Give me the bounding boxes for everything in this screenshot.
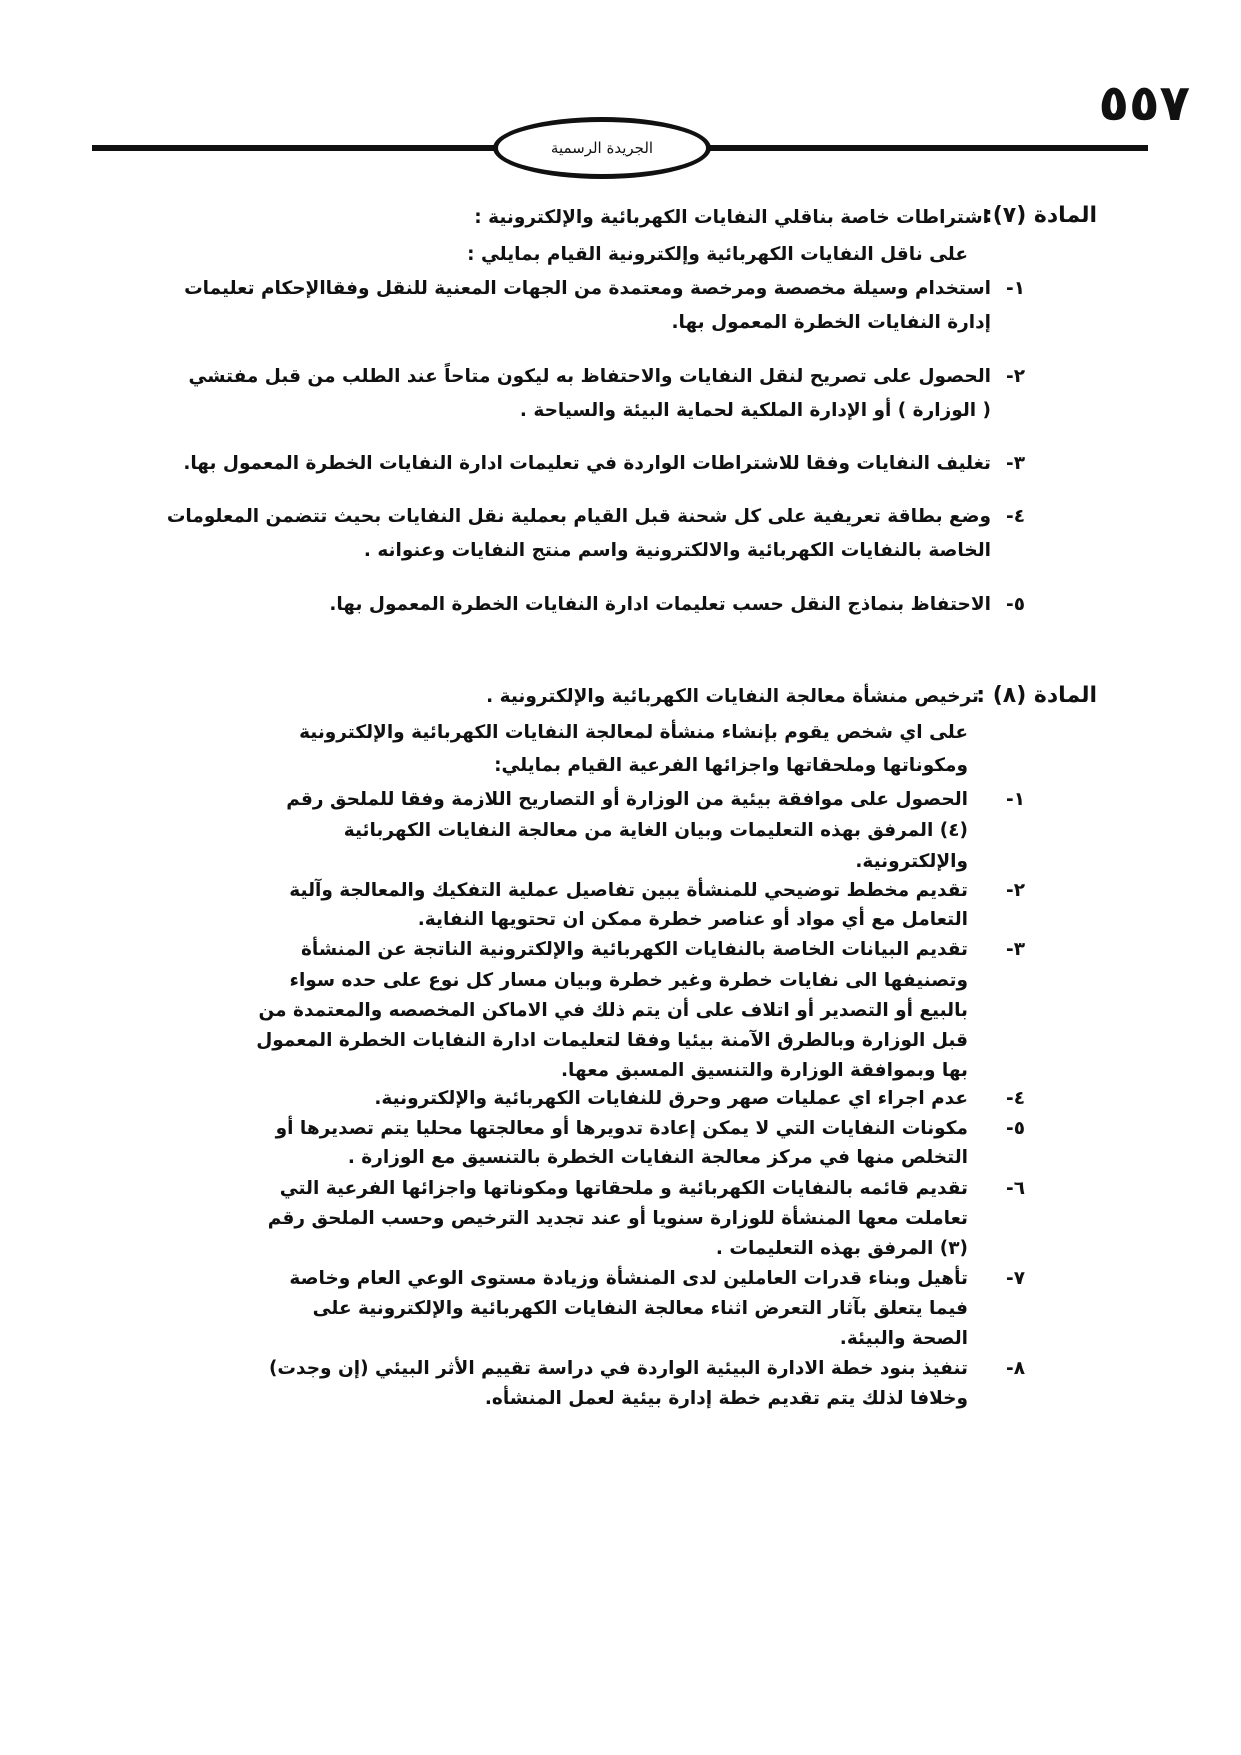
article8-item-1-num: ١- [1006,789,1025,810]
article8-item-3-line-5: بها وبموافقة الوزارة والتنسيق المسبق معها. [561,1060,968,1081]
article7-item-3-num: ٣- [1006,453,1025,474]
article7-item-4-num: ٤- [1006,506,1025,527]
article8-item-5-line-1: مكونات النفايات التي لا يمكن إعادة تدويرها أو معالجتها محليا يتم تصديرها أو [275,1118,968,1139]
article8-item-1-line-2: (٤) المرفق بهذه التعليمات وبيان الغاية من معالجة النفايات الكهربائية [343,820,968,841]
article7-intro: على ناقل النفايات الكهربائية وإلكترونية القيام بمايلي : [467,244,968,265]
article8-item-1-line-3: والإلكترونية. [855,851,968,872]
article8-item-8-line-2: وخلافا لذلك يتم تقديم خطة إدارة بيئية لعمل المنشأه. [484,1388,968,1409]
article8-intro-line-1: على اي شخص يقوم بإنشاء منشأة لمعالجة النفايات الكهربائية والإلكترونية [299,722,968,743]
header-oval [493,117,711,179]
page-number: ٥٥٧ [1098,74,1190,132]
article8-item-3-line-2: وتصنيفها الى نفايات خطرة وغير خطرة وبيان مسار كل نوع على حده سواء [289,970,968,991]
article8-label: المادة (٨) : [976,683,1097,708]
article7-item-2-num: ٢- [1006,366,1025,387]
article8-item-6-num: ٦- [1006,1178,1025,1199]
gazette-title: الجريدة الرسمية [550,139,654,157]
article8-item-8-num: ٨- [1006,1358,1025,1379]
article7-item-2-line-1: الحصول على تصريح لنقل النفايات والاحتفاظ به ليكون متاحاً عند الطلب من قبل مفتشي [188,366,991,387]
article8-item-4-line-1: عدم اجراء اي عمليات صهر وحرق للنفايات الكهربائية والإلكترونية. [374,1088,968,1109]
article8-item-3-num: ٣- [1006,939,1025,960]
article8-item-4-num: ٤- [1006,1088,1025,1109]
article7-item-3-line-1: تغليف النفايات وفقا للاشتراطات الواردة في تعليمات ادارة النفايات الخطرة المعمول بها. [183,453,991,474]
article7-item-5-line-1: الاحتفاظ بنماذج النقل حسب تعليمات ادارة النفايات الخطرة المعمول بها. [329,594,991,615]
article8-item-8-line-1: تنفيذ بنود خطة الادارة البيئية الواردة في دراسة تقييم الأثر البيئي (إن وجدت) [268,1358,968,1379]
article7-item-1-line-2: إدارة النفايات الخطرة المعمول بها. [671,312,991,333]
article8-item-6-line-2: تعاملت معها المنشأة للوزارة سنويا أو عند تجديد الترخيص وحسب الملحق رقم [267,1208,968,1229]
article8-item-7-num: ٧- [1006,1268,1025,1289]
article8-item-3-line-1: تقديم البيانات الخاصة بالنفايات الكهربائية والإلكترونية الناتجة عن المنشأة [300,939,968,960]
article8-item-5-num: ٥- [1006,1118,1025,1139]
article8-item-2-line-2: التعامل مع أي مواد أو عناصر خطرة ممكن ان تحتويها النفاية. [417,909,968,930]
article7-item-5-num: ٥- [1006,594,1025,615]
article7-item-4-line-2: الخاصة بالنفايات الكهربائية والالكترونية واسم منتج النفايات وعنوانه . [363,540,991,561]
article8-item-1-line-1: الحصول على موافقة بيئية من الوزارة أو التصاريح اللازمة وفقا للملحق رقم [286,789,968,810]
article8-item-6-line-1: تقديم قائمه بالنفايات الكهربائية و ملحقاتها ومكوناتها واجزائها الفرعية التي [279,1178,968,1199]
article7-item-1-line-1: استخدام وسيلة مخصصة ومرخصة ومعتمدة من الجهات المعنية للنقل وفقاالإحكام تعليمات [184,278,991,299]
article7-label: المادة (٧): [983,203,1097,228]
article7-item-2-line-2: ( الوزارة ) أو الإدارة الملكية لحماية البيئة والسياحة . [519,400,991,421]
article7-item-1-num: ١- [1006,278,1025,299]
article8-item-7-line-3: الصحة والبيئة. [839,1328,968,1349]
article8-item-3-line-3: بالبيع أو التصدير أو اتلاف على أن يتم ذلك في الاماكن المخصصه والمعتمدة من [258,1000,968,1021]
article8-item-7-line-2: فيما يتعلق بآثار التعرض اثناء معالجة النفايات الكهربائية والإلكترونية على [312,1298,968,1319]
article8-item-2-num: ٢- [1006,880,1025,901]
article8-item-7-line-1: تأهيل وبناء قدرات العاملين لدى المنشأة وزيادة مستوى الوعي العام وخاصة [289,1268,968,1289]
article8-title: ترخيص منشأة معالجة النفايات الكهربائية والإلكترونية . [486,686,979,707]
article8-item-2-line-1: تقديم مخطط توضيحي للمنشأة يبين تفاصيل عملية التفكيك والمعالجة وآلية [289,880,968,901]
article8-item-5-line-2: التخلص منها في مركز معالجة النفايات الخطرة بالتنسيق مع الوزارة . [347,1147,968,1168]
article7-item-4-line-1: وضع بطاقة تعريفية على كل شحنة قبل القيام بعملية نقل النفايات بحيث تتضمن المعلومات [166,506,991,527]
article8-item-3-line-4: قبل الوزارة وبالطرق الآمنة بيئيا وفقا لتعليمات ادارة النفايات الخطرة المعمول [256,1030,968,1051]
article8-item-6-line-3: (٣) المرفق بهذه التعليمات . [715,1238,968,1259]
article8-intro-line-2: ومكوناتها وملحقاتها واجزائها الفرعية القيام بمايلي: [494,755,968,776]
article7-title: اشتراطات خاصة بناقلي النفايات الكهربائية والإلكترونية : [474,207,989,228]
